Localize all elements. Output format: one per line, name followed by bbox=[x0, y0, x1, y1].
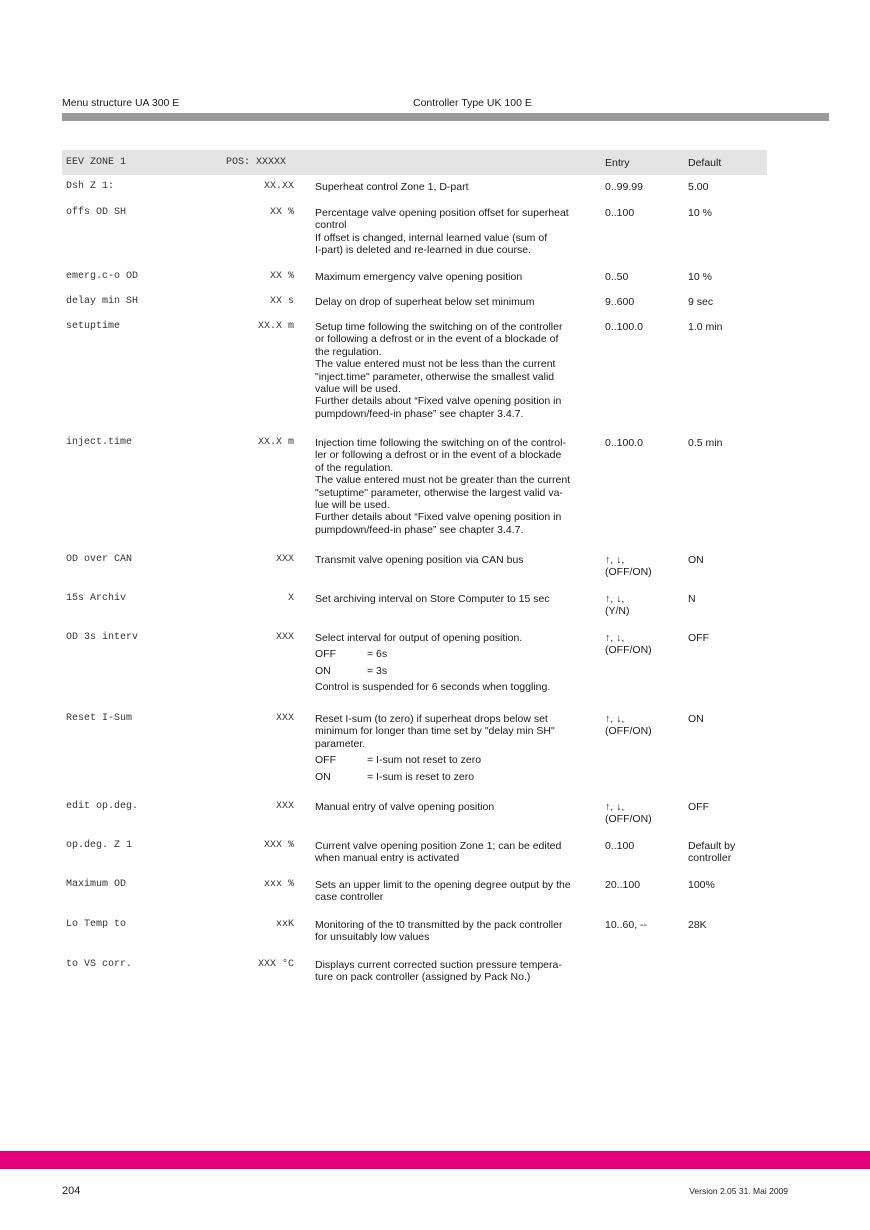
param-description bbox=[315, 554, 595, 566]
param-default bbox=[688, 554, 768, 566]
entry-line: 9..600 bbox=[605, 296, 635, 308]
param-name: Dsh Z 1: bbox=[66, 181, 115, 192]
entry-line: ↑, ↓, bbox=[605, 713, 625, 725]
param-entry bbox=[605, 271, 685, 283]
param-name: inject.time bbox=[66, 437, 133, 448]
param-name: setuptime bbox=[66, 321, 121, 332]
param-value: X bbox=[287, 593, 294, 604]
desc-line: pumpdown/feed-in phase” see chapter 3.4.7. bbox=[315, 407, 524, 420]
param-entry bbox=[605, 632, 685, 657]
default-line: ON bbox=[688, 713, 704, 725]
desc-line: Injection time following the switching on of the control- bbox=[315, 437, 566, 449]
desc-line: "setuptime" parameter, otherwise the largest valid va- bbox=[315, 486, 563, 499]
desc-line: control bbox=[315, 219, 347, 232]
entry-line: 0..100 bbox=[605, 840, 635, 852]
param-default bbox=[688, 919, 768, 931]
default-line: 10 % bbox=[688, 271, 712, 283]
default-line: N bbox=[688, 593, 696, 605]
option-value: = I-sum is reset to zero bbox=[367, 770, 475, 783]
param-entry bbox=[605, 879, 685, 891]
param-default bbox=[688, 296, 768, 308]
param-default bbox=[688, 879, 768, 891]
param-name: OD over CAN bbox=[66, 554, 133, 565]
desc-line: ler or following a defrost or in the event of a blockade bbox=[315, 449, 562, 462]
version-info: Version 2.05 31. Mai 2009 bbox=[689, 1186, 788, 1196]
default-line: 10 % bbox=[688, 207, 712, 219]
desc-line: or following a defrost or in the event of a blockade of bbox=[315, 333, 559, 346]
param-entry bbox=[605, 437, 685, 449]
desc-line: case controller bbox=[315, 891, 384, 904]
option-value: = 3s bbox=[367, 664, 388, 677]
default-line: ON bbox=[688, 554, 704, 566]
option-key: OFF bbox=[315, 648, 336, 661]
entry-line: ↑, ↓, bbox=[605, 593, 625, 605]
param-value: xxK bbox=[275, 919, 294, 930]
desc-line: The value entered must not be less than the current bbox=[315, 358, 556, 371]
desc-line: Superheat control Zone 1, D-part bbox=[315, 181, 469, 193]
param-description bbox=[315, 632, 595, 694]
param-description bbox=[315, 801, 595, 813]
param-name: OD 3s interv bbox=[66, 632, 139, 643]
header-position: POS: XXXXX bbox=[226, 157, 287, 168]
param-description bbox=[315, 879, 595, 904]
desc-line: lue will be used. bbox=[315, 499, 390, 512]
param-description bbox=[315, 919, 595, 944]
default-line: OFF bbox=[688, 632, 709, 644]
option-value: = I-sum not reset to zero bbox=[367, 754, 482, 767]
desc-line: value will be used. bbox=[315, 383, 401, 396]
entry-line: 20..100 bbox=[605, 879, 641, 891]
param-entry bbox=[605, 840, 685, 852]
param-name: Lo Temp to bbox=[66, 919, 127, 930]
param-entry bbox=[605, 801, 685, 826]
header-menu-name: EEV ZONE 1 bbox=[66, 157, 127, 168]
default-line: 9 sec bbox=[688, 296, 714, 308]
param-description bbox=[315, 296, 595, 308]
desc-line: Control is suspended for 6 seconds when toggling. bbox=[315, 681, 551, 694]
desc-line: Percentage valve opening position offset for superheat bbox=[315, 207, 569, 219]
param-entry bbox=[605, 207, 685, 219]
param-name: op.deg. Z 1 bbox=[66, 840, 133, 851]
param-description bbox=[315, 321, 595, 420]
entry-line: (Y/N) bbox=[605, 605, 630, 618]
param-value: XX % bbox=[269, 207, 294, 218]
param-default bbox=[688, 801, 768, 813]
param-value: XX.X m bbox=[257, 437, 294, 448]
param-default bbox=[688, 271, 768, 283]
desc-line: pumpdown/feed-in phase” see chapter 3.4.7. bbox=[315, 523, 524, 536]
desc-line: The value entered must not be greater than the current bbox=[315, 474, 571, 487]
param-default bbox=[688, 593, 768, 605]
header-controller-type: Controller Type UK 100 E bbox=[413, 97, 532, 109]
desc-line: when manual entry is activated bbox=[315, 852, 460, 865]
param-value: XXX % bbox=[263, 840, 294, 851]
default-line: 5.00 bbox=[688, 181, 709, 193]
desc-line: for unsuitably low values bbox=[315, 931, 430, 944]
page-number: 204 bbox=[62, 1185, 81, 1197]
desc-line: Set archiving interval on Store Computer to 15 sec bbox=[315, 593, 550, 605]
footer-accent-bar bbox=[0, 1151, 870, 1169]
desc-line: Displays current corrected suction pressure tempera- bbox=[315, 959, 562, 971]
param-description bbox=[315, 959, 595, 984]
desc-line: Further details about “Fixed valve opening position in bbox=[315, 511, 562, 524]
entry-line: (OFF/ON) bbox=[605, 644, 652, 657]
param-description bbox=[315, 181, 595, 193]
header-entry: Entry bbox=[605, 157, 630, 169]
option-line bbox=[315, 771, 595, 783]
param-value: XX.X m bbox=[257, 321, 294, 332]
desc-line: Setup time following the switching on of the controller bbox=[315, 321, 563, 333]
desc-line: of the regulation. bbox=[315, 461, 394, 474]
param-name: Reset I-Sum bbox=[66, 713, 133, 724]
desc-line: Maximum emergency valve opening position bbox=[315, 271, 523, 283]
param-default bbox=[688, 713, 768, 725]
option-line bbox=[315, 754, 595, 766]
desc-line: I-part) is deleted and re-learned in due course. bbox=[315, 244, 531, 257]
param-description bbox=[315, 840, 595, 865]
desc-line: Further details about “Fixed valve opening position in bbox=[315, 395, 562, 408]
desc-line: Current valve opening position Zone 1; can be edited bbox=[315, 840, 562, 852]
entry-line: ↑, ↓, bbox=[605, 632, 625, 644]
entry-line: 0..50 bbox=[605, 271, 629, 283]
param-entry bbox=[605, 713, 685, 738]
param-description bbox=[315, 207, 595, 257]
param-value: XXX bbox=[275, 801, 294, 812]
param-value: XX.XX bbox=[263, 181, 294, 192]
param-description bbox=[315, 593, 595, 605]
entry-line: (OFF/ON) bbox=[605, 813, 652, 826]
entry-line: 10..60, -- bbox=[605, 919, 648, 931]
param-entry bbox=[605, 554, 685, 579]
param-name: emerg.c-o OD bbox=[66, 271, 139, 282]
param-description bbox=[315, 271, 595, 283]
param-entry bbox=[605, 919, 685, 931]
option-line bbox=[315, 648, 595, 660]
desc-line: Sets an upper limit to the opening degree output by the bbox=[315, 879, 571, 891]
desc-line: Monitoring of the t0 transmitted by the pack controller bbox=[315, 919, 563, 931]
entry-line: ↑, ↓, bbox=[605, 554, 625, 566]
header-doc-title: Menu structure UA 300 E bbox=[62, 97, 180, 109]
param-value: XXX bbox=[275, 554, 294, 565]
param-value: XXX °C bbox=[257, 959, 294, 970]
entry-line: 0..99.99 bbox=[605, 181, 643, 193]
param-name: to VS corr. bbox=[66, 959, 133, 970]
desc-line: Delay on drop of superheat below set minimum bbox=[315, 296, 535, 308]
param-description bbox=[315, 713, 595, 783]
param-value: XX s bbox=[269, 296, 294, 307]
option-key: ON bbox=[315, 664, 331, 677]
table-header bbox=[62, 150, 767, 175]
default-line: OFF bbox=[688, 801, 709, 813]
param-name: edit op.deg. bbox=[66, 801, 139, 812]
entry-line: (OFF/ON) bbox=[605, 566, 652, 579]
param-value: xxx % bbox=[263, 879, 294, 890]
default-line: 100% bbox=[688, 879, 715, 891]
desc-line: Transmit valve opening position via CAN bus bbox=[315, 554, 524, 566]
param-name: 15s Archiv bbox=[66, 593, 127, 604]
option-line bbox=[315, 665, 595, 677]
entry-line: (OFF/ON) bbox=[605, 725, 652, 738]
param-description bbox=[315, 437, 595, 536]
default-line: 0.5 min bbox=[688, 437, 723, 449]
param-entry bbox=[605, 181, 685, 193]
param-default bbox=[688, 632, 768, 644]
desc-line: the regulation. bbox=[315, 345, 382, 358]
default-line: controller bbox=[688, 852, 732, 865]
param-entry bbox=[605, 321, 685, 333]
entry-line: ↑, ↓, bbox=[605, 801, 625, 813]
param-name: delay min SH bbox=[66, 296, 139, 307]
default-line: Default by bbox=[688, 840, 736, 852]
entry-line: 0..100.0 bbox=[605, 321, 643, 333]
option-key: ON bbox=[315, 770, 331, 783]
param-name: Maximum OD bbox=[66, 879, 127, 890]
header-divider-bar bbox=[62, 113, 829, 121]
param-default bbox=[688, 437, 768, 449]
param-value: XXX bbox=[275, 632, 294, 643]
param-entry bbox=[605, 296, 685, 308]
param-default bbox=[688, 207, 768, 219]
desc-line: parameter. bbox=[315, 737, 366, 750]
param-default bbox=[688, 181, 768, 193]
desc-line: Select interval for output of opening position. bbox=[315, 632, 523, 644]
header-default: Default bbox=[688, 157, 722, 169]
param-default bbox=[688, 840, 768, 865]
desc-line: Manual entry of valve opening position bbox=[315, 801, 495, 813]
desc-line: If offset is changed, internal learned value (sum of bbox=[315, 231, 548, 244]
desc-line: "inject.time" parameter, otherwise the smallest valid bbox=[315, 370, 555, 383]
param-value: XX % bbox=[269, 271, 294, 282]
desc-line: Reset I-sum (to zero) if superheat drops below set bbox=[315, 713, 548, 725]
desc-line: minimum for longer than time set by "delay min SH" bbox=[315, 725, 555, 738]
param-name: offs OD SH bbox=[66, 207, 127, 218]
entry-line: 0..100 bbox=[605, 207, 635, 219]
param-default bbox=[688, 321, 768, 333]
param-value: XXX bbox=[275, 713, 294, 724]
default-line: 28K bbox=[688, 919, 707, 931]
param-entry bbox=[605, 593, 685, 618]
entry-line: 0..100.0 bbox=[605, 437, 643, 449]
desc-line: ture on pack controller (assigned by Pack No.) bbox=[315, 971, 531, 984]
option-value: = 6s bbox=[367, 648, 388, 661]
option-key: OFF bbox=[315, 754, 336, 767]
default-line: 1.0 min bbox=[688, 321, 723, 333]
